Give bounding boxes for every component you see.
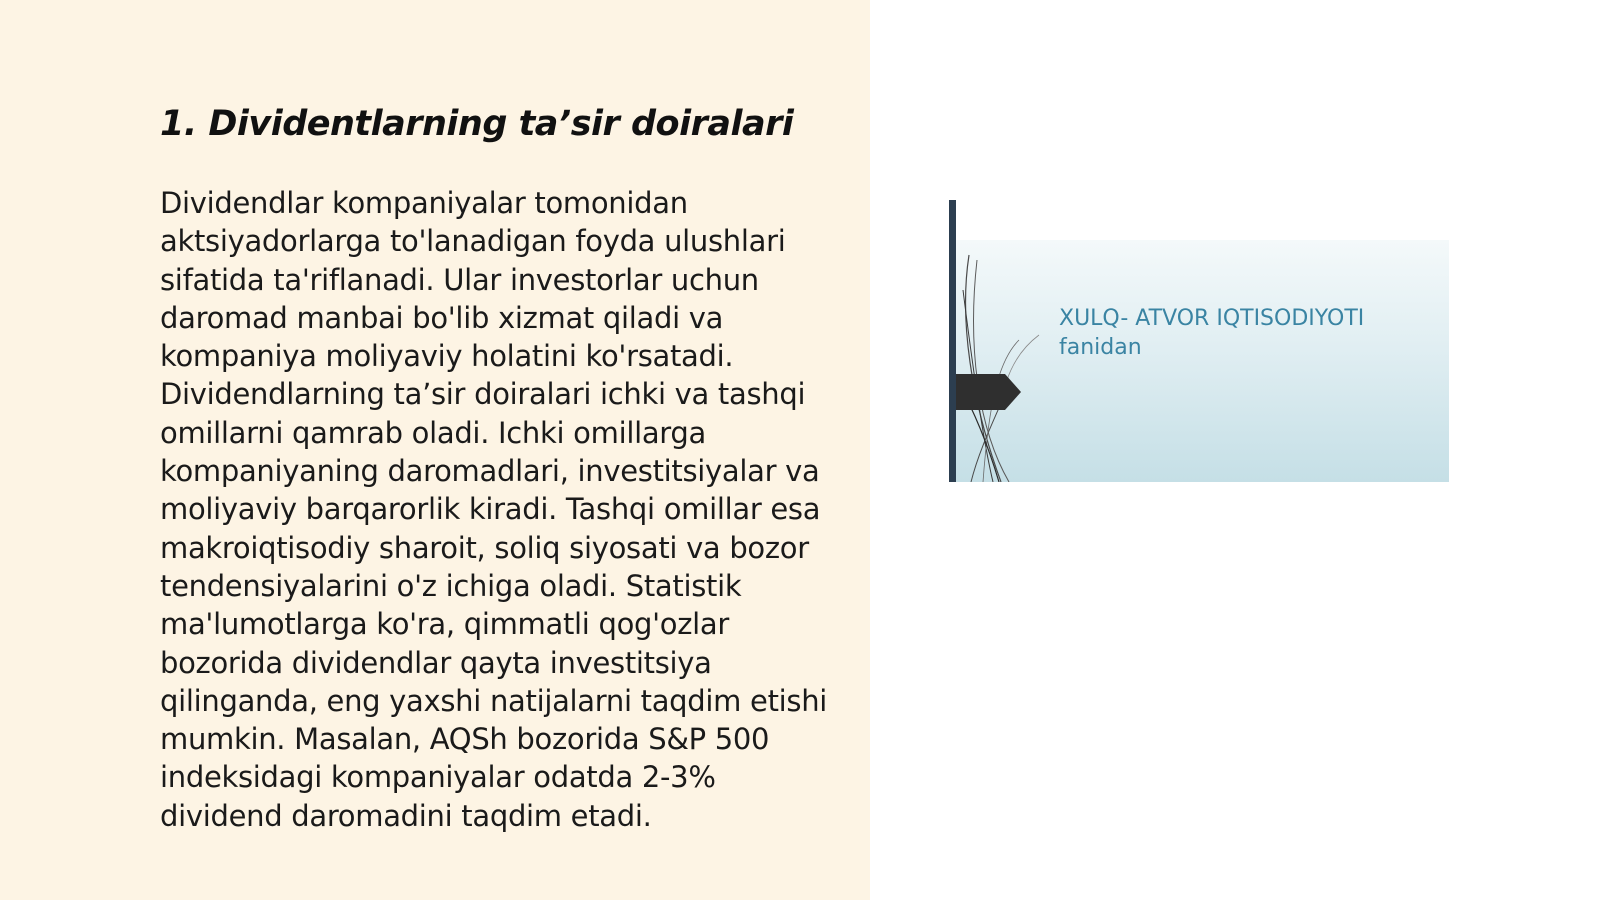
title-slide-thumbnail [949, 200, 1449, 482]
thumbnail-accent-bar [949, 200, 956, 482]
arrow-marker-icon [949, 374, 1025, 410]
slide-body-text: Dividendlar kompaniyalar tomonidan aktsiyadorlarga to'lanadigan foyda ulushlari sifatida ta'riflanadi. Ular investorlar uchun daromad manbai bo'lib xizmat qiladi va kompaniya moliyaviy holatini ko'rsatadi. Dividendlarning ta’sir doiralari ichki va tashqi omillarni qamrab oladi. Ichki omillarga kompaniyaning daromadlari, investitsiyalar va moliyaviy barqarorlik kiradi. Tashqi omillar esa makroiqtisodiy sharoit, soliq siyosati va bozor tendensiyalarini o'z ichiga oladi. Statistik ma'lumotlarga ko'ra, qimmatli qog'ozlar bozorida dividendlar qayta investitsiya qilinganda, eng yaxshi natijalarni taqdim etishi mumkin. Masalan, AQSh bozorida S&P 500 indeksidagi kompaniyalar odatda 2-3% dividend daromadini taqdim etadi. [160, 186, 828, 833]
thumbnail-title [1059, 304, 1439, 362]
thumbnail-title-line1: XULQ- ATVOR IQTISODIYOTI [1059, 306, 1365, 331]
slide-title: 1. Dividentlarning ta’sir doiralari [160, 104, 794, 144]
thumbnail-title-line2: fanidan [1059, 335, 1142, 360]
